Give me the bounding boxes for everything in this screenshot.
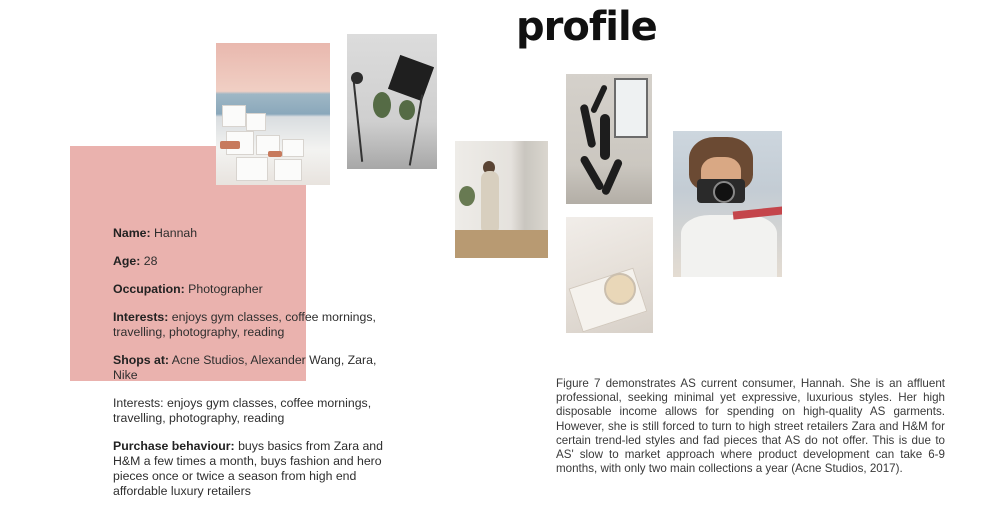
profile-shops: Shops at: Acne Studios, Alexander Wang, Zara, Nike (113, 353, 377, 382)
figure-description: Figure 7 demonstrates AS current consumer, Hannah. She is an affluent professional, seeking minimal yet expressive, luxurious styles. Her high disposable income allows for spending on high-quality AS garments. However, she is still forced to turn to high street retailers Zara and H&M for certain trend-led styles and fad pieces that AS do not offer. This is due to AS' slow to market approach where product development can take 6-9 months, with only two main collections a year (Acne Studios, 2017). (556, 377, 945, 476)
profile-purchase-behaviour: Purchase behaviour: buys basics from Zara and H&M a few times a month, buys fashion and hero pieces once or twice a season from high end affordable luxury retailers (113, 439, 383, 498)
profile-name: Name: Hannah (113, 226, 198, 240)
photo-woman-with-camera (673, 131, 782, 277)
profile-interests-repeat: Interests: enjoys gym classes, coffee mornings, travelling, photography, reading (113, 396, 372, 425)
profile-age: Age: 28 (113, 254, 158, 268)
photo-yoga-class (566, 74, 652, 204)
profile-occupation: Occupation: Photographer (113, 282, 263, 296)
profile-details (113, 226, 403, 512)
photo-coastal-village (216, 43, 330, 185)
page-title: profile (516, 4, 657, 50)
photo-book-and-coffee (566, 217, 653, 333)
profile-interests: Interests: enjoys gym classes, coffee mornings, travelling, photography, reading (113, 310, 376, 339)
photo-studio-lights (347, 34, 437, 169)
photo-woman-sitting (455, 141, 548, 258)
